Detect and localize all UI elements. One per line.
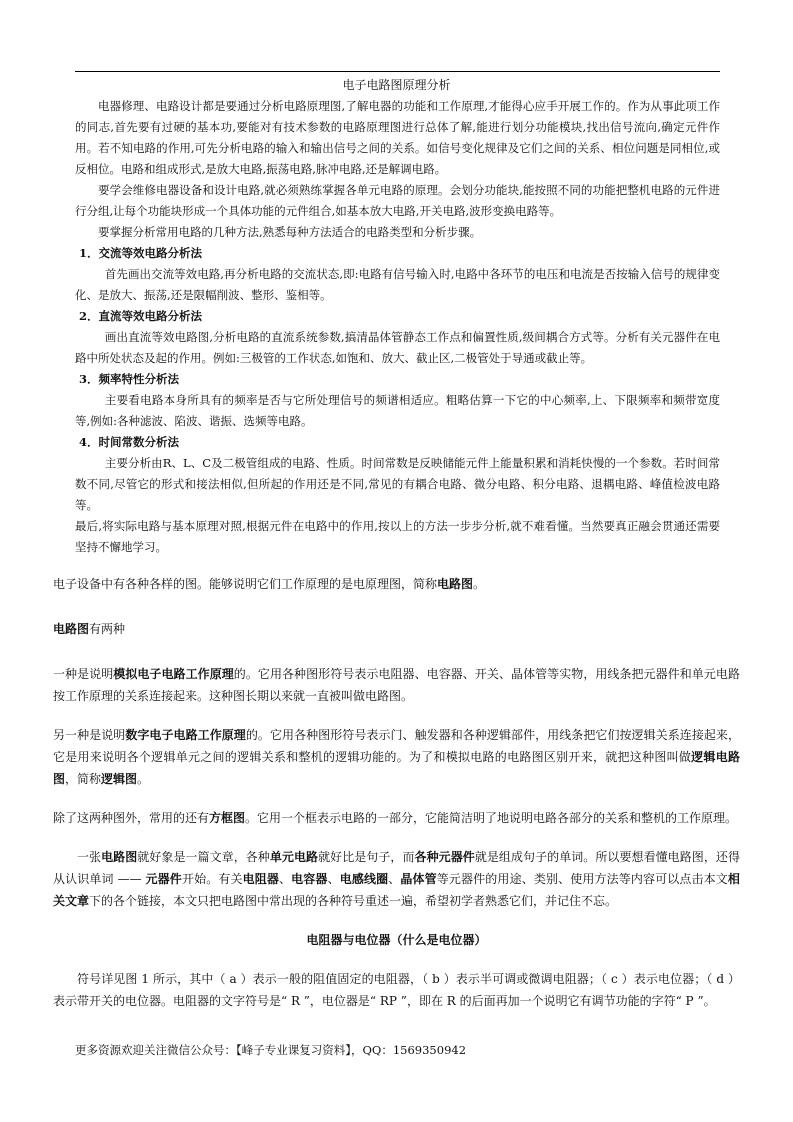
text: 另一种是说明 xyxy=(53,728,126,742)
method-3-heading: 3．频率特性分析法 xyxy=(79,372,180,386)
term-circuit-diagram: 电路图 xyxy=(53,622,90,636)
term-analog-circuit: 模拟电子电路工作原理 xyxy=(113,667,234,681)
text: 电子设备中有各种各样的图。能够说明它们工作原理的是电原理图，简称 xyxy=(53,577,438,591)
text: 就好比是句子，而 xyxy=(318,850,415,864)
text: 下的各个链接，本文只把电路图中常出现的各种符号重述一遍，希望初学者熟悉它们，并记住不忘。 xyxy=(89,894,618,908)
method-1-text: 首先画出交流等效电路,再分析电路的交流状态,即:电路有信号输入时,电路中各环节的电压和电流是否按输入信号的规律变化、是放大、振荡,还是限幅削波、整形、鉴相等。 xyxy=(75,267,720,302)
body-paragraph-2 xyxy=(53,618,740,640)
body-paragraph-1 xyxy=(53,573,740,595)
document-title: 电子电路图原理分析 xyxy=(342,78,451,92)
term-logic-diagram: 逻辑图 xyxy=(101,772,138,786)
term: 元器件 xyxy=(145,872,182,886)
text: 就好象是一篇文章，各种 xyxy=(137,850,270,864)
link-related-articles[interactable]: 相关文章 xyxy=(53,872,740,908)
text: 、 xyxy=(327,872,340,886)
section-heading-resistor: 电阻器与电位器（什么是电位器） xyxy=(306,933,487,947)
term: 各种元器件 xyxy=(414,850,475,864)
term-block-diagram: 方框图 xyxy=(209,811,246,825)
method-2-text: 画出直流等效电路图,分析电路的直流系统参数,搞清晶体管静态工作点和偏置性质,级间耦合方式等。分析有关元器件在电路中所处状态及起的作用。例如:三极管的工作状态,如饱和、放大、截止区,二极管处于导通或截止等。 xyxy=(75,330,720,365)
method-1-heading: 1．交流等效电路分析法 xyxy=(79,246,203,260)
intro-paragraph-2: 要学会维修电器设备和设计电路,就必须熟练掌握各单元电路的原理。会划分功能块,能按照不同的功能把整机电路的元件进行分组,让每个功能块形成一个具体功能的元件组合,如基本放大电路,开关电路,波形变换电路等。 xyxy=(75,183,720,218)
conclusion-paragraph: 最后,将实际电路与基本原理对照,根据元件在电路中的作用,按以上的方法一步步分析,就不难看懂。当然要真正融会贯通还需要坚持不懈地学习。 xyxy=(75,519,720,554)
text: 一种是说明 xyxy=(53,667,114,681)
body-paragraph-6 xyxy=(53,846,740,912)
link-transistor[interactable]: 晶体管 xyxy=(400,872,437,886)
intro-section xyxy=(75,96,720,558)
header-rule xyxy=(75,71,720,72)
text: ，简称 xyxy=(65,772,102,786)
term-digital-circuit: 数字电子电路工作原理 xyxy=(125,728,246,742)
term-logic-circuit-diagram: 逻辑电路图 xyxy=(53,750,740,786)
text: 等元器件的用途、类别、使用方法等内容可以点击本文 xyxy=(436,872,728,886)
text: 有两种 xyxy=(89,622,126,636)
text: 、 xyxy=(388,872,401,886)
intro-paragraph-1: 电器修理、电路设计都是要通过分析电路原理图,了解电器的功能和工作原理,才能得心应手开展工作的。作为从事此项工作的同志,首先要有过硬的基本功,要能对有技术参数的电路原理图进行总体了解,能进行划分功能模块,找出信号流向,确定元件作用。若不知电路的作用,可先分析电路的输入和输出信号之间的关系。如信号变化规律及它们之间的关系、相位问题是同相位,或反相位。电路和组成形式,是放大电路,振荡电路,脉冲电路,还是解调电路。 xyxy=(75,99,720,176)
link-capacitor[interactable]: 电容器 xyxy=(291,872,328,886)
method-3-text: 主要看电路本身所具有的频率是否与它所处理信号的频谱相适应。粗略估算一下它的中心频率,上、下限频率和频带宽度等,例如:各种滤波、陷波、谐振、选频等电路。 xyxy=(75,393,720,428)
term: 单元电路 xyxy=(269,850,319,864)
body-paragraph-4 xyxy=(53,724,740,790)
text: 。它用一个框表示电路的一部分，它能简洁明了地说明电路各部分的关系和整机的工作原理。 xyxy=(245,811,738,825)
body-paragraph-7: 符号详见图 1 所示，其中（ a ）表示一般的阻值固定的电阻器，（ b ）表示半可调或微调电阻器；（ c ）表示电位器；（ d ）表示带开关的电位器。电阻器的文字符号是“ R ”，电位器是“ RP ”，即在 R 的后面再加一个说明它有调节功能的字符“ P ”。 xyxy=(53,972,740,1008)
body-paragraph-5 xyxy=(53,807,740,829)
text: 开始。有关 xyxy=(181,872,243,886)
intro-paragraph-3: 要掌握分析常用电路的几种方法,熟悉每种方法适合的电路类型和分析步骤。 xyxy=(98,225,482,239)
text: 就是组成句子的单词。所以要想看懂电路图，还得从认识单词 —— xyxy=(53,850,740,886)
link-resistor[interactable]: 电阻器 xyxy=(242,872,280,886)
text: 。 xyxy=(473,577,486,591)
text: 的。它用各种图形符号表示门、触发器和各种逻辑部件，用线条把它们按逻辑关系连接起来，它是用来说明各个逻辑单元之间的逻辑关系和整机的逻辑功能的。为了和模拟电路的电路图区别开来，就把这种图叫做 xyxy=(53,728,740,764)
term: 电路图 xyxy=(101,850,138,864)
text: 的。它用各种图形符号表示电阻器、电容器、开关、晶体管等实物，用线条把元器件和单元电路按工作原理的关系连接起来。这种图长期以来就一直被叫做电路图。 xyxy=(53,667,740,703)
footer-note: 更多资源欢迎关注微信公众号：【峰子专业课复习资料】，QQ：1569350942 xyxy=(75,1043,467,1057)
term-circuit-diagram: 电路图 xyxy=(437,577,474,591)
body-paragraph-3 xyxy=(53,663,740,707)
text: 一张 xyxy=(77,850,102,864)
method-2-heading: 2．直流等效电路分析法 xyxy=(79,309,203,323)
body-section xyxy=(53,573,740,1012)
link-inductor[interactable]: 电感线圈 xyxy=(339,872,389,886)
text: 。 xyxy=(137,772,150,786)
method-4-text: 主要分析由R、L、C及二极管组成的电路、性质。时间常数是反映储能元件上能量积累和消耗快慢的一个参数。若时间常数不同,尽管它的形式和接法相似,但所起的作用还是不同,常见的有耦合电路、微分电路、积分电路、退耦电路、峰值检波电路等。 xyxy=(75,456,720,512)
text: 、 xyxy=(279,872,292,886)
text: 除了这两种图外，常用的还有 xyxy=(53,811,210,825)
method-4-heading: 4．时间常数分析法 xyxy=(79,435,180,449)
